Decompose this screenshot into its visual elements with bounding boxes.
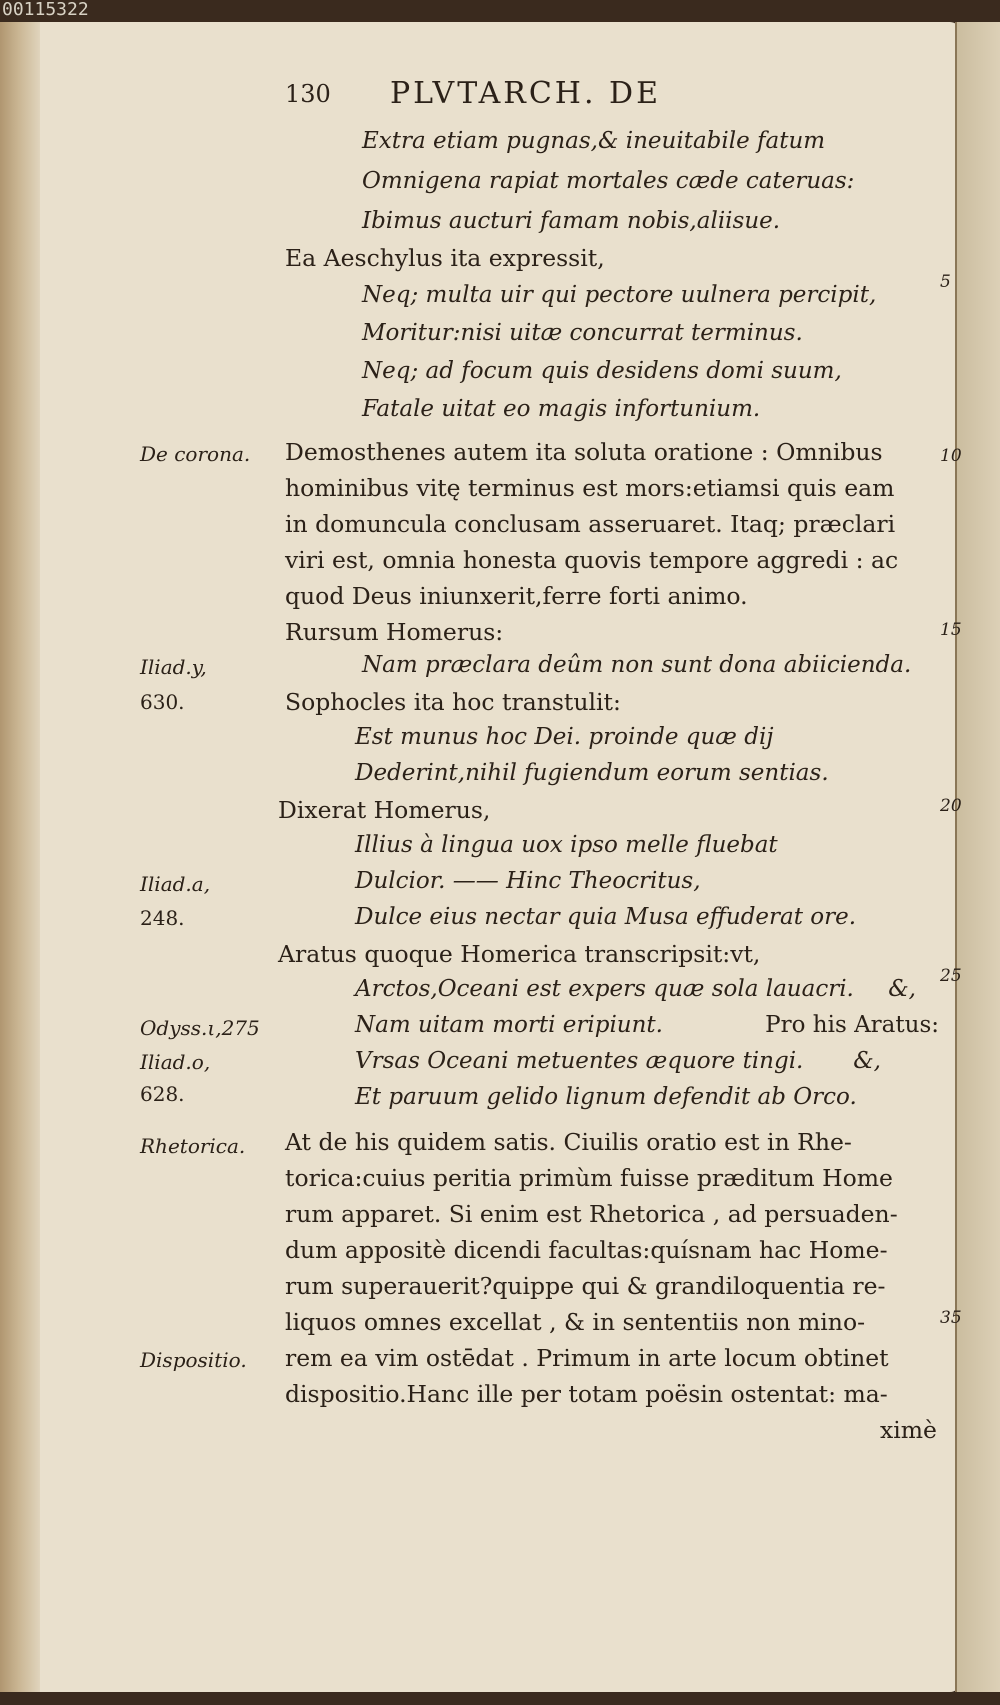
margin-note-rhetorica: Rhetorica. bbox=[140, 1134, 246, 1158]
text-line: Neq; ad focum quis desidens domi suum, bbox=[362, 358, 842, 384]
text-line: torica:cuius peritia primùm fuisse præditum Home bbox=[285, 1164, 893, 1192]
facing-page-edge bbox=[955, 22, 1000, 1692]
text-line: quod Deus iniunxerit,ferre forti animo. bbox=[285, 582, 748, 610]
margin-note-iliad-a: Iliad.a, bbox=[140, 872, 211, 896]
catchword: ximè bbox=[880, 1416, 937, 1444]
text-line: Illius à lingua uox ipso melle fluebat bbox=[355, 832, 778, 858]
margin-note-iliad-a-num: 248. bbox=[140, 906, 185, 930]
text-line: Dulce eius nectar quia Musa effuderat ore. bbox=[355, 904, 857, 930]
text-line bbox=[355, 1048, 885, 1074]
line-tail: Pro his Aratus: bbox=[765, 1012, 939, 1038]
text-line: liquos omnes excellat , & in sententiis non mino- bbox=[285, 1308, 866, 1336]
text-line: rem ea vim ostēdat . Primum in arte locum obtinet bbox=[285, 1344, 889, 1372]
line-number: 10 bbox=[940, 446, 962, 466]
margin-note-de-corona: De corona. bbox=[140, 442, 251, 466]
line-number: 25 bbox=[940, 966, 962, 986]
text-line: Rursum Homerus: bbox=[285, 618, 504, 646]
text-line: rum superauerit?quippe qui & grandiloquentia re- bbox=[285, 1272, 886, 1300]
text-line: Est munus hoc Dei. proinde quæ dij bbox=[355, 724, 774, 750]
text-line: in domuncula conclusam asseruaret. Itaq; præclari bbox=[285, 510, 896, 538]
verse-text: Vrsas Oceani metuentes æquore tingi. bbox=[355, 1048, 804, 1074]
text-line: dispositio.Hanc ille per totam poësin ostentat: ma- bbox=[285, 1380, 888, 1408]
text-line: At de his quidem satis. Ciuilis oratio est in Rhe- bbox=[285, 1128, 852, 1156]
line-tail: &, bbox=[888, 976, 916, 1002]
text-line: Omnigena rapiat mortales cæde cateruas: bbox=[362, 168, 855, 194]
text-line: Dixerat Homerus, bbox=[278, 796, 491, 824]
text-line: viri est, omnia honesta quovis tempore aggredi : ac bbox=[285, 546, 899, 574]
text-line: Neq; multa uir qui pectore uulnera percipit, bbox=[362, 282, 877, 308]
scan-id-label: 00115322 bbox=[2, 0, 89, 20]
line-number: 15 bbox=[940, 620, 962, 640]
page-number: 130 bbox=[285, 80, 331, 108]
binding-gutter bbox=[0, 22, 40, 1692]
text-line: Sophocles ita hoc transtulit: bbox=[285, 688, 621, 716]
text-line bbox=[355, 976, 920, 1002]
text-line: Dederint,nihil fugiendum eorum sentias. bbox=[355, 760, 829, 786]
text-line: Ea Aeschylus ita expressit, bbox=[285, 244, 605, 272]
text-line: rum apparet. Si enim est Rhetorica , ad persuaden- bbox=[285, 1200, 898, 1228]
text-line: Extra etiam pugnas,& ineuitabile fatum bbox=[362, 128, 826, 154]
text-line: Fatale uitat eo magis infortunium. bbox=[362, 396, 761, 422]
margin-note-iliad-o: Iliad.o, bbox=[140, 1050, 211, 1074]
verse-text: Nam uitam morti eripiunt. bbox=[355, 1012, 663, 1038]
text-line: dum appositè dicendi facultas:quísnam hac Home- bbox=[285, 1236, 888, 1264]
line-number: 20 bbox=[940, 796, 962, 816]
text-line: Aratus quoque Homerica transcripsit:vt, bbox=[278, 940, 761, 968]
text-line: Nam præclara deûm non sunt dona abiicienda. bbox=[362, 652, 912, 678]
line-number: 35 bbox=[940, 1308, 962, 1328]
line-number: 5 bbox=[940, 272, 951, 292]
margin-note-iliad-y-num: 630. bbox=[140, 690, 185, 714]
text-line: Et paruum gelido lignum defendit ab Orco. bbox=[355, 1084, 857, 1110]
text-line: Dulcior. —— Hinc Theocritus, bbox=[355, 868, 701, 894]
running-header bbox=[285, 76, 805, 116]
verse-text: Arctos,Oceani est expers quæ sola lauacri. bbox=[355, 976, 854, 1002]
text-line bbox=[355, 1012, 943, 1038]
margin-note-iliad-y: Iliad.y, bbox=[140, 655, 207, 679]
text-line: hominibus vitę terminus est mors:etiamsi quis eam bbox=[285, 474, 895, 502]
text-line: Ibimus aucturi famam nobis,aliisue. bbox=[362, 208, 781, 234]
text-line: Moritur:nisi uitæ concurrat terminus. bbox=[362, 320, 803, 346]
running-title: PLVTARCH. DE bbox=[390, 76, 661, 111]
margin-note-odyssey: Odyss.ι,275 bbox=[140, 1016, 260, 1040]
line-tail: &, bbox=[853, 1048, 881, 1074]
text-line: Demosthenes autem ita soluta oratione : Omnibus bbox=[285, 438, 883, 466]
margin-note-dispositio: Dispositio. bbox=[140, 1348, 247, 1372]
margin-note-iliad-o-num: 628. bbox=[140, 1082, 185, 1106]
